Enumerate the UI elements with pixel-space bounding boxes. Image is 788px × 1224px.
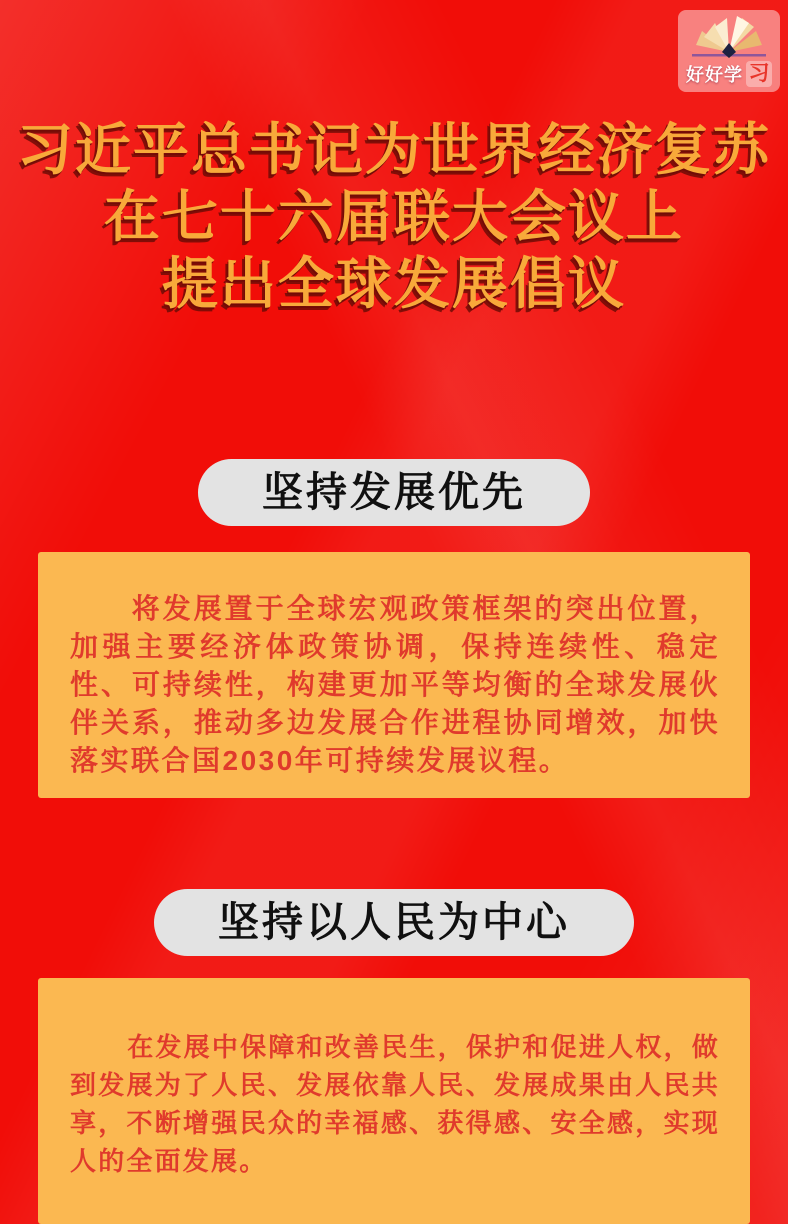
title-line-3: 提出全球发展倡议	[162, 252, 626, 315]
title-line-1: 习近平总书记为世界经济复苏	[17, 118, 771, 181]
open-book-icon	[690, 12, 768, 67]
brand-badge: 习	[746, 61, 772, 87]
section-heading-people-centered: 坚持以人民为中心	[154, 889, 634, 956]
section-body-development-first: 将发展置于全球宏观政策框架的突出位置，加强主要经济体政策协调，保持连续性、稳定性、可持续性，构建更加平等均衡的全球发展伙伴关系，推动多边发展合作进程协同增效，加快落实联合国2030年可持续发展议程。	[70, 593, 720, 776]
section-heading-development-first: 坚持发展优先	[198, 459, 590, 526]
section-panel-development-first	[38, 552, 750, 798]
section-body-people-centered: 在发展中保障和改善民生，保护和促进人权，做到发展为了人民、发展依靠人民、发展成果由人民共享，不断增强民众的幸福感、获得感、安全感，实现人的全面发展。	[70, 1032, 720, 1176]
page-title	[0, 116, 788, 317]
section-panel-people-centered	[38, 978, 750, 1224]
brand-text: 好好学	[686, 65, 743, 85]
title-line-2: 在七十六届联大会议上	[104, 185, 684, 248]
brand-logo	[678, 10, 780, 92]
